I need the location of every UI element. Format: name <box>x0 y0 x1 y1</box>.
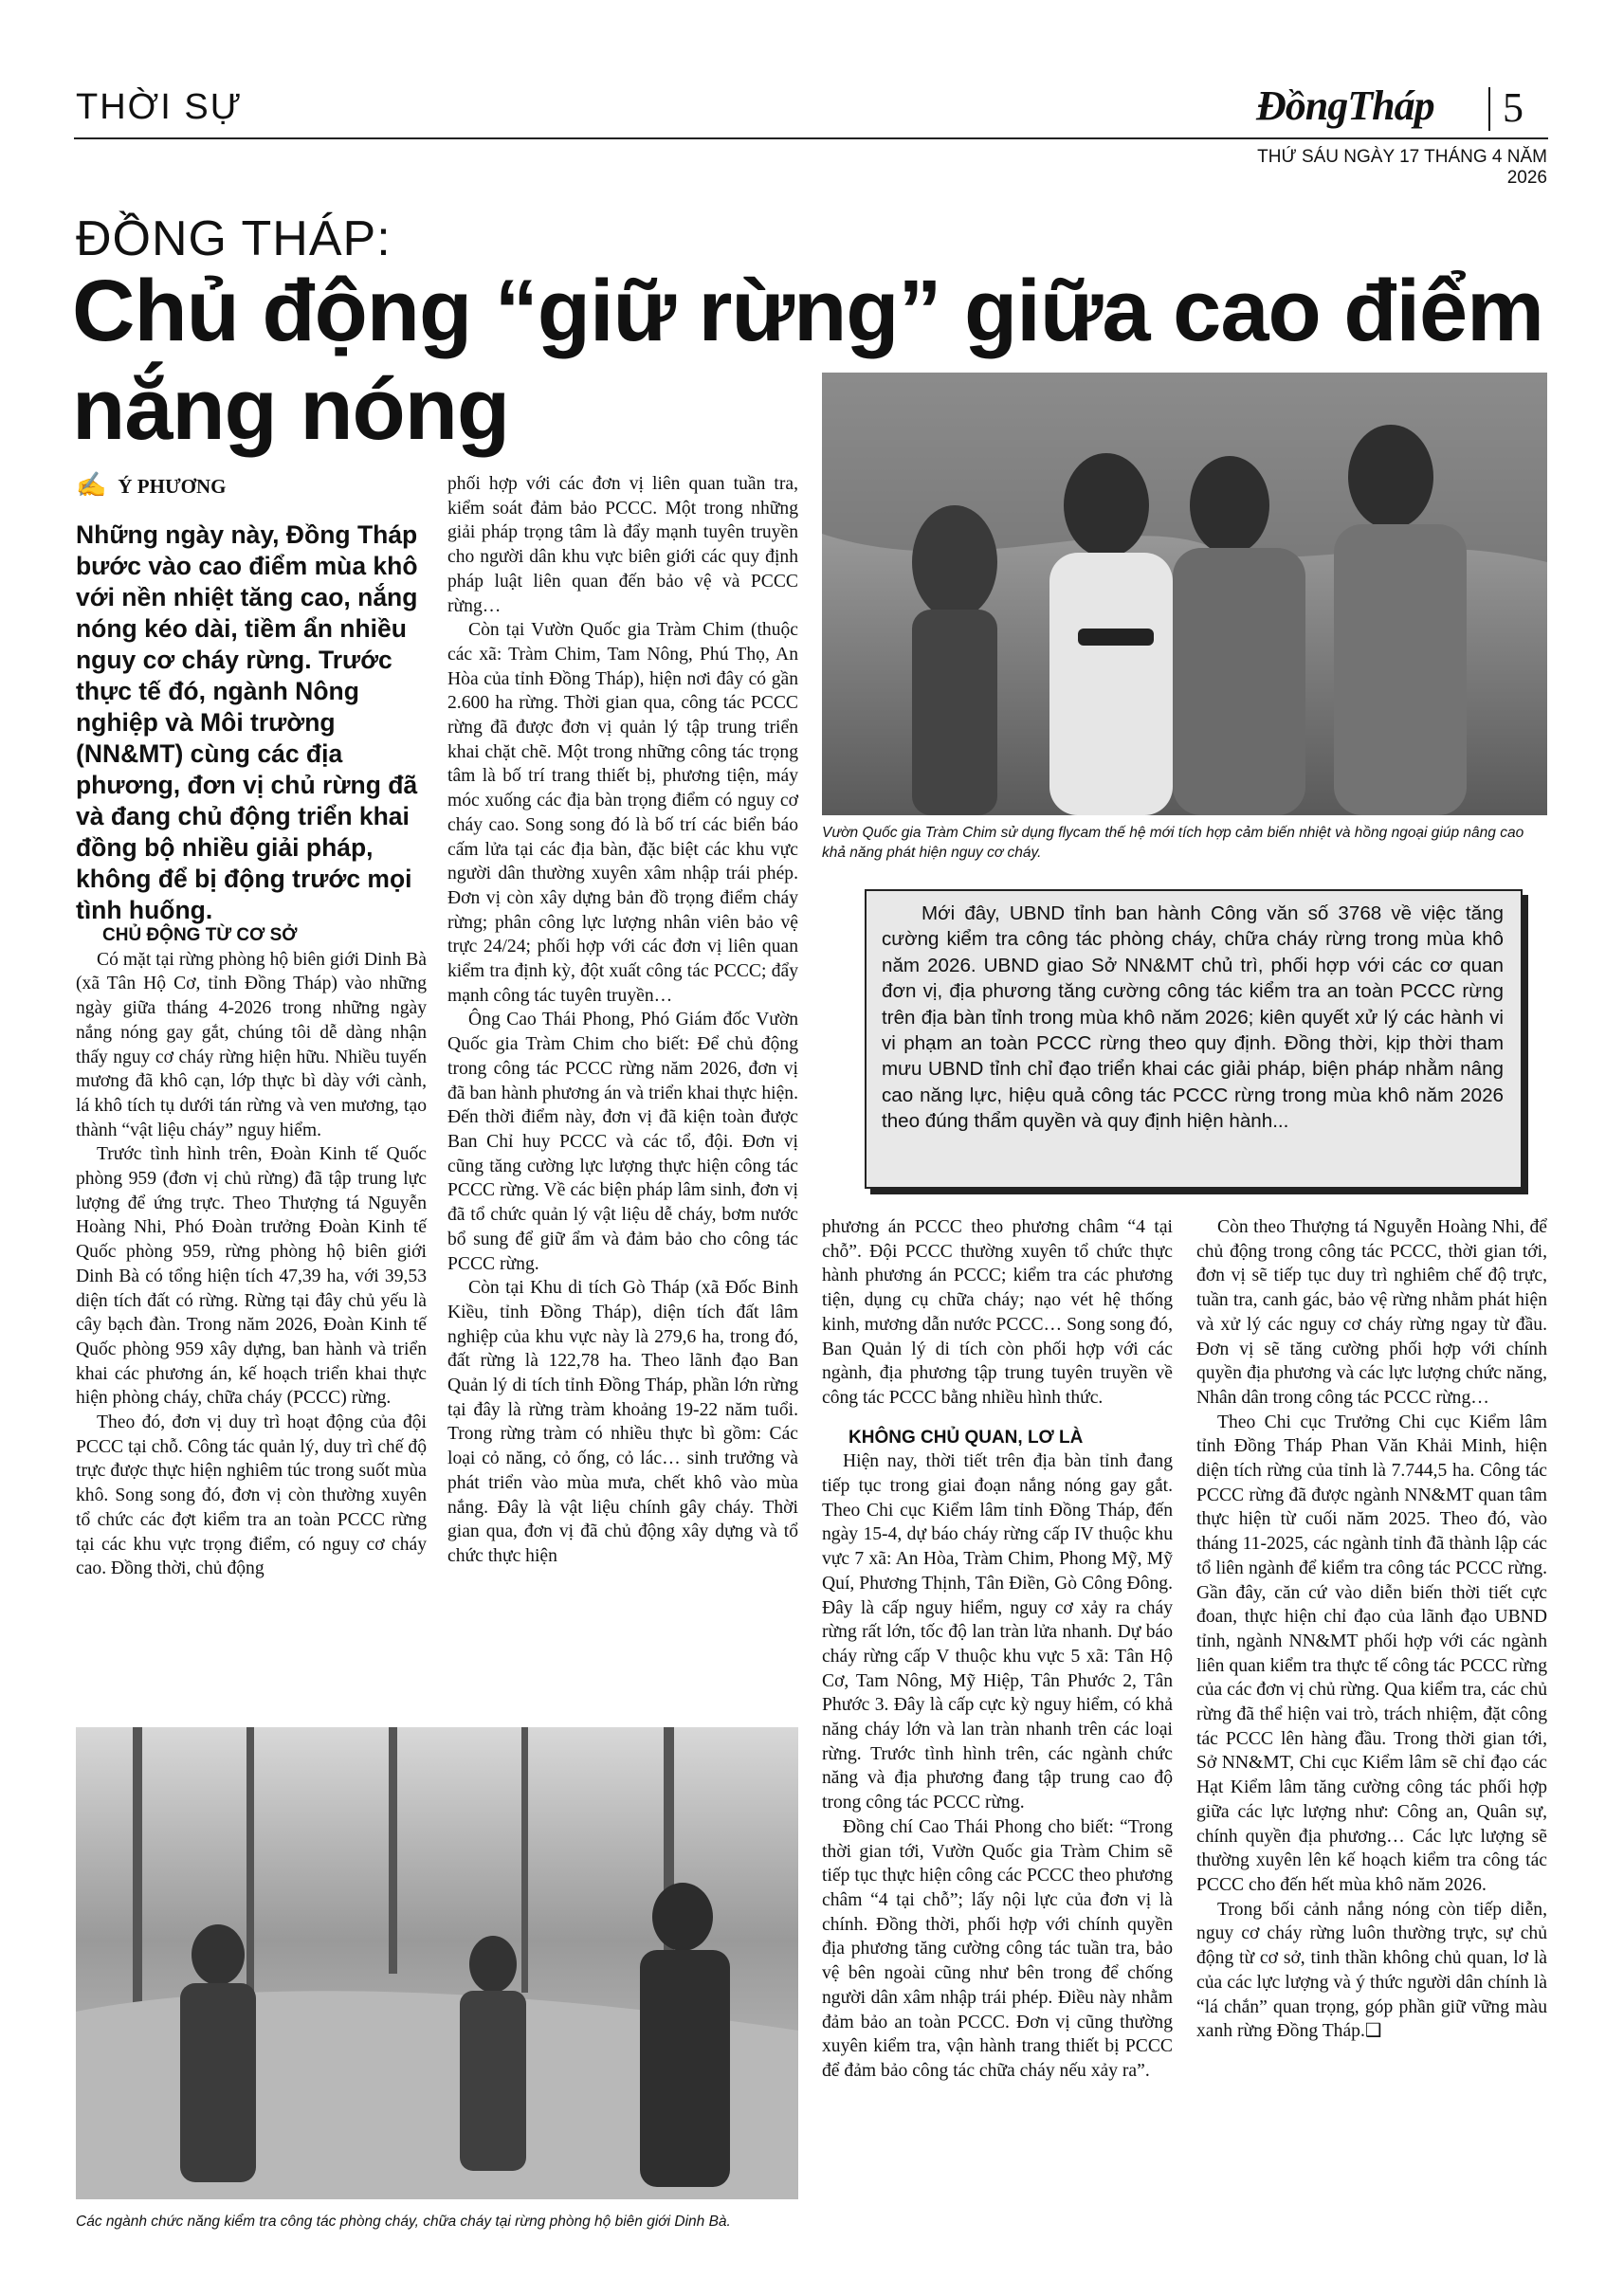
byline <box>76 471 227 500</box>
article-sapo: Những ngày này, Đồng Tháp bước vào cao điểm mùa khô với nền nhiệt tăng cao, nắng nóng kéo dài, tiềm ẩn nhiều nguy cơ cháy rừng. Trước thực tế đó, ngành Nông nghiệp và Môi trường (NN&MT) cùng các địa phương, đơn vị chủ rừng đã và đang chủ động triển khai đồng bộ nhiều giải pháp, không để bị động trước mọi tình huống. <box>76 520 418 924</box>
subhead-1: CHỦ ĐỘNG TỪ CƠ SỞ <box>102 925 298 945</box>
column-1 <box>76 923 427 1581</box>
issue-date: THỨ SÁU NGÀY 17 THÁNG 4 NĂM 2026 <box>1257 147 1547 188</box>
photo-1-caption: Vườn Quốc gia Tràm Chim sử dụng flycam thế hệ mới tích hợp cảm biến nhiệt và hồng ngoại giúp nâng cao khả năng phát hiện nguy cơ cháy. <box>822 825 1524 861</box>
paragraph: Trong bối cảnh nắng nóng còn tiếp diễn, nguy cơ cháy rừng luôn thường trực, sự chủ động từ cơ sở, tinh thần không chủ quan, lơ là của các lực lượng và ý thức người dân chính là “lá chắn” quan trọng, góp phần giữ vững màu xanh rừng Đồng Tháp.❑ <box>1196 1899 1547 2042</box>
article-kicker: ĐỒNG THÁP: <box>76 211 392 266</box>
column-3 <box>822 1215 1173 2084</box>
photo-2-caption: Các ngành chức năng kiểm tra công tác phòng cháy, chữa cháy tại rừng phòng hộ biên giới Dinh Bà. <box>76 2214 731 2230</box>
paragraph: Ông Cao Thái Phong, Phó Giám đốc Vườn Quốc gia Tràm Chim cho biết: Để chủ động trong công tác PCCC rừng năm 2026, đơn vị đã ban hành phương án và triển khai thực hiện. Đến thời điểm này, đơn vị đã kiện toàn được Ban Chỉ huy PCCC và các tổ, đội. Đơn vị cũng tăng cường lực lượng thực hiện công tác PCCC rừng. Về các biện pháp lâm sinh, đơn vị đã tổ chức quản lý vật liệu dễ cháy, bơm nước bổ sung để giữ ẩm và đảm bảo cho công tác PCCC rừng. <box>447 1010 798 1274</box>
paragraph: Còn theo Thượng tá Nguyễn Hoàng Nhi, để chủ động trong công tác PCCC, thời gian tới, đơn vị sẽ tiếp tục duy trì nghiêm chế độ trực, tuần tra, canh gác, bảo vệ rừng nhằm phát hiện và xử lý các nguy cơ cháy rừng ngay từ đầu. Đơn vị sẽ tăng cường phối hợp với chính quyền địa phương và các lực lượng chức năng, Nhân dân trong công tác PCCC rừng… <box>1196 1217 1547 1408</box>
photo-forest-inspection <box>76 1727 798 2199</box>
pen-icon: ✍ <box>76 471 107 499</box>
paragraph: Trước tình hình trên, Đoàn Kinh tế Quốc phòng 959 (đơn vị chủ rừng) đã tập trung lực lượng để ứng trực. Theo Thượng tá Nguyễn Hoàng Nhi, Phó Đoàn trưởng Đoàn Kinh tế Quốc phòng 959, rừng phòng hộ biên giới Dinh Bà có tổng hiện tích 47,39 ha, với 39,53 diện tích đất có rừng. Rừng tại đây chủ yếu là cây bạch đàn. Trong năm 2026, Đoàn Kinh tế Quốc phòng 959 xây dựng, ban hành và triển khai các phương án, kế hoạch triển khai thực hiện phòng cháy, chữa cháy (PCCC) rừng. <box>76 1144 427 1409</box>
section-label: THỜI SỰ <box>76 87 244 127</box>
article-headline: Chủ động “giữ rừng” giữa cao điểm nắng nóng <box>72 263 1543 458</box>
paragraph: Còn tại Vườn Quốc gia Tràm Chim (thuộc các xã: Tràm Chim, Tam Nông, Phú Thọ, An Hòa của tỉnh Đồng Tháp), hiện nơi đây có gần 2.600 ha rừng. Thời gian qua, công tác PCCC rừng đã được đơn vị quản lý tập trung triển khai chặt chẽ. Một trong những công tác trọng tâm là bố trí trang thiết bị, phương tiện, máy móc xuống các địa bàn trọng điểm có nguy cơ cháy cao. Song song đó là bố trí các biển báo cấm lửa tại các địa bàn, đặc biệt các khu vực người dân thường xuyên xâm nhập trái phép. Đơn vị còn xây dựng bản đồ trọng điểm cháy rừng; phân công lực lượng nhân viên bảo vệ trực 24/24; phối hợp với các đơn vị liên quan kiểm tra định kỳ, đột xuất công tác PCCC; đẩy mạnh công tác tuyên truyền… <box>447 620 798 1006</box>
header-divider <box>1488 87 1490 131</box>
newspaper-logo: ĐồngTháp <box>1256 82 1434 129</box>
paragraph: phương án PCCC theo phương châm “4 tại chỗ”. Đội PCCC thường xuyên tổ chức thực hành phương án PCCC; kiểm tra các phương tiện, dụng cụ chữa cháy; nạo vét hệ thống kinh, mương dẫn nước PCCC… Song song đó, Ban Quản lý di tích còn phối hợp với các ngành, địa phương tập trung tuyên truyền về công tác PCCC bằng nhiều hình thức. <box>822 1217 1173 1408</box>
paragraph: Còn tại Khu di tích Gò Tháp (xã Đốc Binh Kiều, tỉnh Đồng Tháp), diện tích đất lâm nghiệp của khu vực này là 279,6 ha, trong đó, đất rừng là 122,78 ha. Theo lãnh đạo Ban Quản lý di tích tỉnh Đồng Tháp, phần lớn rừng tại đây là rừng tràm khoảng 19-22 năm tuổi. Trong rừng tràm có nhiều thực bì gồm: Các loại cỏ năng, cỏ ống, cỏ lác… sinh trưởng và phát triển vào mùa mưa, chết khô vào mùa nắng. Đây là vật liệu chính gây cháy. Thời gian qua, đơn vị đã chủ động xây dựng và tổ chức thực hiện <box>447 1278 798 1566</box>
subhead-2: KHÔNG CHỦ QUAN, LƠ LÀ <box>848 1427 1084 1448</box>
info-box-text: Mới đây, UBND tỉnh ban hành Công văn số 3768 về việc tăng cường kiểm tra công tác phòng cháy, chữa cháy rừng trong mùa khô năm 2026. UBND giao Sở NN&MT chủ trì, phối hợp với các cơ quan đơn vị, địa phương tăng cường công tác kiểm tra an toàn PCCC rừng trên địa bàn tỉnh trong mùa khô năm 2026; kiên quyết xử lý các hành vi vi phạm an toàn PCCC rừng theo quy định. Đồng thời, kịp thời tham mưu UBND tỉnh chỉ đạo triển khai các giải pháp, biện pháp nhằm nâng cao năng lực, hiệu quả công tác PCCC rừng trong mùa khô năm 2026 theo đúng thẩm quyền và quy định hiện hành... <box>882 902 1504 1133</box>
paragraph: Theo đó, đơn vị duy trì hoạt động của đội PCCC tại chỗ. Công tác quản lý, duy trì chế độ trực được thực hiện nghiêm túc trong suốt mùa khô. Song song đó, đơn vị còn thường xuyên tổ chức các đợt kiểm tra an toàn PCCC rừng tại các khu vực trọng điểm, có nguy cơ cháy cao. Đồng thời, chủ động <box>76 1412 427 1579</box>
paragraph: Theo Chi cục Trưởng Chi cục Kiểm lâm tỉnh Đồng Tháp Phan Văn Khải Minh, hiện diện tích rừng của tỉnh là 7.744,5 ha. Công tác PCCC rừng đã được ngành NN&MT quan tâm thực hiện từ cuối năm 2025. Theo đó, vào tháng 11-2025, các ngành tỉnh đã thành lập các tổ liên ngành để kiểm tra công tác PCCC rừng. Gần đây, căn cứ vào diễn biến thời tiết cực đoan, thực hiện chỉ đạo của lãnh đạo UBND tỉnh, ngành NN&MT phối hợp với các ngành liên quan kiểm tra thực tế công tác PCCC rừng của các đơn vị chủ rừng. Qua kiểm tra, các chủ rừng đã thể hiện vai trò, trách nhiệm, đặt công tác PCCC lên hàng đầu. Trong thời gian tới, Sở NN&MT, Chi cục Kiểm lâm sẽ chỉ đạo các Hạt Kiểm lâm tăng cường công tác phối hợp giữa các lực lượng như: Công an, Quân sự, chính quyền địa phương… Các lực lượng sẽ thường xuyên lên kế hoạch kiểm tra công tác PCCC cho đến hết mùa khô năm 2026. <box>1196 1412 1547 1895</box>
author-name: Ý PHƯƠNG <box>118 475 227 498</box>
photo-flycam-team <box>822 373 1547 815</box>
column-4 <box>1196 1215 1547 2044</box>
paragraph: Đồng chí Cao Thái Phong cho biết: “Trong thời gian tới, Vườn Quốc gia Tràm Chim sẽ tiếp tục thực hiện công các PCCC theo phương châm “4 tại chỗ”; lấy nội lực của đơn vị là chính. Đồng thời, phối hợp với chính quyền địa phương tăng cường công tác tuần tra, bảo vệ bên ngoài cũng như bên trong để chống người dân xâm nhập trái phép. Điều này nhằm đảm bảo an toàn PCCC. Đơn vị cũng thường xuyên kiểm tra, vận hành trang thiết bị PCCC để đảm bảo công tác chữa cháy nếu xảy ra”. <box>822 1816 1173 2081</box>
header-rule <box>74 137 1548 139</box>
paragraph: Hiện nay, thời tiết trên địa bàn tỉnh đang tiếp tục trong giai đoạn nắng nóng gay gắt. Theo Chi cục Kiểm lâm tỉnh Đồng Tháp, đến ngày 15-4, dự báo cháy rừng cấp IV thuộc khu vực 7 xã: An Hòa, Tràm Chim, Phong Mỹ, Mỹ Quí, Phương Thịnh, Tân Điền, Gò Công Đông. Đây là cấp nguy hiểm, nguy cơ xảy ra cháy rừng rất lớn, tốc độ lan tràn lửa nhanh. Dự báo cháy rừng cấp V thuộc khu vực 5 xã: Tân Hộ Cơ, Tam Nông, Mỹ Hiệp, Tân Phước 2, Tân Phước 3. Đây là cấp cực kỳ nguy hiểm, có khả năng cháy lớn và lan tràn nhanh trên các loại rừng. Trước tình hình trên, các ngành chức năng và địa phương đang tập trung cao độ trong công tác PCCC rừng. <box>822 1451 1173 1813</box>
page-number: 5 <box>1503 84 1524 131</box>
column-2 <box>447 472 798 1569</box>
paragraph: phối hợp với các đơn vị liên quan tuần tra, kiểm soát đảm bảo PCCC. Một trong những giải pháp trọng tâm là đẩy mạnh tuyên truyền cho người dân khu vực biên giới các quy định pháp luật liên quan đến bảo vệ và PCCC rừng… <box>447 474 798 616</box>
paragraph: Có mặt tại rừng phòng hộ biên giới Dinh Bà (xã Tân Hộ Cơ, tỉnh Đồng Tháp) vào những ngày giữa tháng 4-2026 trong những ngày nắng nóng gay gắt, chúng tôi dễ dàng nhận thấy nguy cơ cháy rừng hiện hữu. Nhiều tuyến mương đã khô cạn, lớp thực bì dày với cành, lá khô tích tụ dưới tán rừng và ven mương, tạo thành “vật liệu cháy” nguy hiểm. <box>76 949 427 1140</box>
